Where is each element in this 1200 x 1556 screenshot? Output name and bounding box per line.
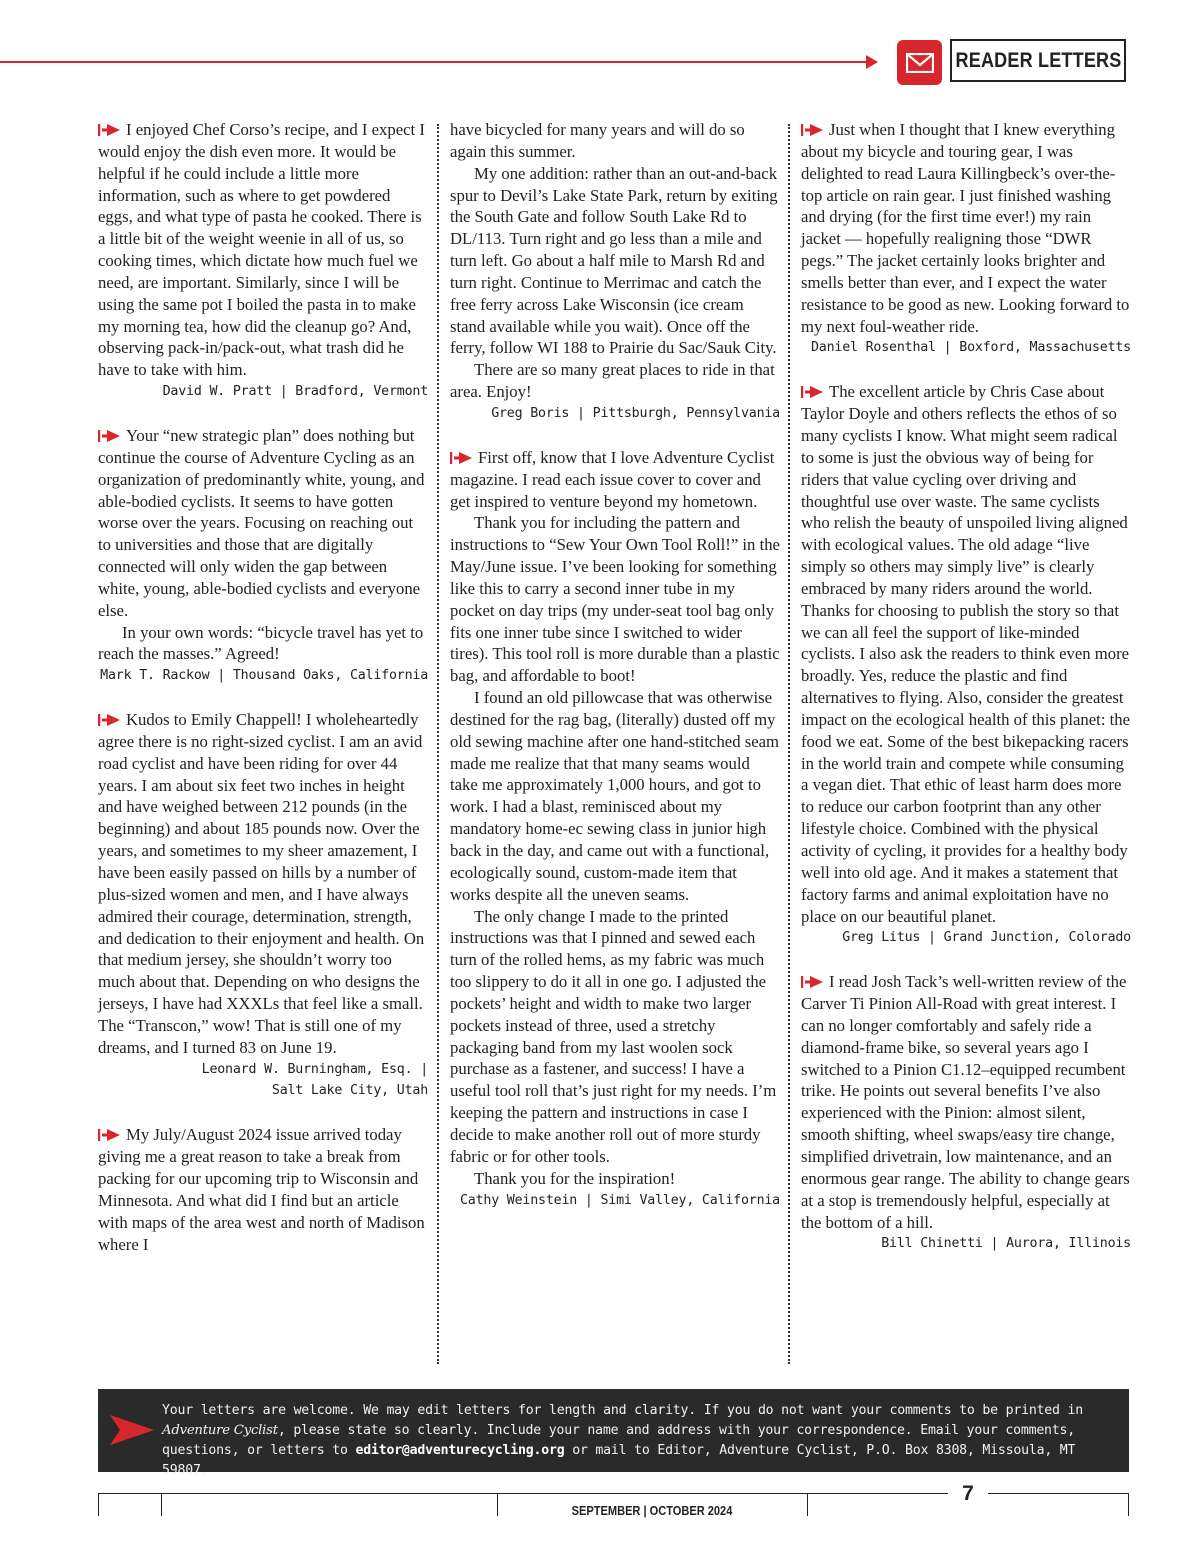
letter-text: My July/August 2024 issue arrived today giving me a great reason to take a break from packing for our upcoming trip to Wisconsin and Minnesota. And what did I find but an article with maps of the area west and north of Madison where I [98,1125,425,1254]
letter-text: The excellent article by Chris Case about Taylor Doyle and others reflects the ethos of so many cyclists I know. What might seem radical to some is just the obvious way of being for riders that value cycling over driving and thoughtful use over waste. The same cyclists who relish the beauty of unspoiled living aligned with ecological values. The old adage “live simply so others may simply live” is clearly embraced by many riders around the world. Thanks for choosing to publish the story so that we can all feel the support of like-minded cyclists. I also ask the readers to think even more broadly. Yes, reduce the plastic and find alternatives to flying. Also, consider the greatest impact on the ecological health of this planet: the food we eat. Some of the best bikepacking racers in the world train and compete while consuming a vegan diet. That ethic of least harm does more to reduce our carbon footprint than any other lifestyle choice. Combined with the physical activity of cycling, it provides for a healthy body well into old age. And it makes a statement that factory farms and animal exploitation have no place on our beautiful planet. [801,382,1131,926]
notice-text-part: , please state so clearly. Include your name and address with your correspondence. Email your comments, questions, or letters to [162,1423,1076,1458]
letter-signature: Cathy Weinstein | Simi Valley, California [459,1192,780,1208]
letter [801,381,1131,949]
red-arrow-icon [110,1415,154,1445]
letter-text: I enjoyed Chef Corso’s recipe, and I expect I would enjoy the dish even more. It would be helpful if he could include a little more information, such as where to get powdered eggs, and what type of pasta he cooked. There is a little bit of the weight weenie in all of us, so cooking times, which dictate how much fuel we need, are important. Similarly, since I will be using the same pot I boiled the pasta in to make my morning tea, how did the cleanup go? And, observing pack-in/pack-out, what trash did he have to take with him. [98,120,425,380]
footer-rule [988,1493,1129,1494]
column-1 [98,119,428,1255]
letter-text: My one addition: rather than an out-and-back spur to Devil’s Lake State Park, return by exiting the South Gate and follow South Lake Rd to DL/113. Turn right and go less than a mile and turn left. Go about a half mile to Marsh Rd and turn right. Continue to Merrimac and catch the free ferry across Lake Wisconsin (ice cream stand available while you wait). Once off the ferry, follow WI 188 to Prairie du Sac/Sauk City. [450,163,778,358]
letter [98,709,428,1102]
letter-text: Your “new strategic plan” does nothing but continue the course of Adventure Cycling as an organization of predominantly white, young, and able-bodied cyclists. It seems to have gotten worse over the years. Focusing on reaching out to universities and those that are digitally connected will only widen the gap between white, young, able-bodied cyclists and everyone else. [98,425,425,620]
letter-text: have bicycled for many years and will do so again this summer. [450,120,745,161]
header-rule [0,61,872,63]
column-2 [450,119,780,1211]
letter-signature: Bill Chinetti | Aurora, Illinois [881,1236,1131,1252]
letter-text: First off, know that I love Adventure Cyclist magazine. I read each issue cover to cover and get inspired to venture beyond my hometown. [450,447,775,511]
letter-signature: Greg Litus | Grand Junction, Colorado [842,930,1131,946]
letter-text: Just when I thought that I knew everything about my bicycle and touring gear, I was delighted to read Laura Killingbeck’s over-the-top article on rain gear. I just finished washing and drying (for the first time ever!) my rain jacket — hopefully realigning those “DWR pegs.” The jacket certainly looks brighter and smells better than ever, and I expect the water resistance to be good as new. Looking forward to my next foul-weather ride. [801,120,1130,336]
letter-text: In your own words: “bicycle travel has yet to reach the masses.” Agreed! [98,622,424,664]
letter-text: The only change I made to the printed instructions was that I pinned and sewed each turn of the rolled hems, as my fabric was much too slippery to do it all in one go. I adjusted the pockets’ height and width to make two larger pockets instead of three, used a stretchy packaging band from my last woolen sock purchase as a fastener, and success! I have a useful tool roll that’s just right for my needs. I’m keeping the pattern and instructions in case I decide to make another roll out of more sturdy fabric or for other tools. [450,906,777,1166]
footer-tick [98,1493,99,1516]
column-3 [801,119,1131,1255]
letter [801,119,1131,359]
letter [98,425,428,687]
letter-signature-location: Salt Lake City, Utah [271,1083,428,1099]
footer-tick [1128,1493,1129,1516]
footer-tick [497,1493,498,1516]
page-number: 7 [962,1482,974,1505]
footer-tick [807,1493,808,1516]
letter-signature: David W. Pratt | Bradford, Vermont [162,384,428,400]
red-arrow-bullet-icon [450,452,474,464]
issue-date: SEPTEMBER | OCTOBER 2024 [571,1503,733,1518]
column-divider [788,124,790,1364]
envelope-glyph [906,53,934,73]
letter [98,1124,428,1255]
red-arrow-bullet-icon [801,124,825,136]
letter-signature: Mark T. Rackow | Thousand Oaks, California [100,668,428,684]
footer-rule [98,1493,948,1494]
footer-tick [161,1493,162,1516]
notice-text [162,1401,1117,1481]
letter-signature: Leonard W. Burningham, Esq. | [201,1061,428,1077]
red-arrow-bullet-icon [98,1129,122,1141]
red-arrow-bullet-icon [98,714,122,726]
header-rule-arrowhead [866,55,878,69]
letters-policy-notice [98,1389,1129,1478]
column-divider [437,124,439,1364]
magazine-name: Adventure Cyclist [162,1423,278,1438]
letter-signature: Daniel Rosenthal | Boxford, Massachusetts [810,340,1131,356]
notice-text-part: Your letters are welcome. We may edit letters for length and clarity. If you do not want your comments to be printed in [162,1403,1084,1418]
red-arrow-bullet-icon [98,124,122,136]
red-arrow-bullet-icon [98,430,122,442]
letter [450,447,780,1212]
letter-signature: Greg Boris | Pittsburgh, Pennsylvania [491,405,780,421]
letter [801,971,1131,1255]
letter-text: Kudos to Emily Chappell! I wholeheartedly agree there is no right-sized cyclist. I am an avid road cyclist and have been riding for over 44 years. I am about six feet two inches in height and have weighed between 212 pounds (in the beginning) and about 185 pounds now. Over the years, and sometimes to my sheer amazement, I have been easily passed on hills by a number of plus-sized women and men, and I have always admired their courage, determination, strength, and dedication to their enjoyment and health. On that medium jersey, she shouldn’t worry too much about that. Depending on who designs the jerseys, I have had XXXLs that feel like a small. The “Transcon,” wow! That is still one of my dreams, and I turned 83 on June 19. [98,710,425,1057]
letter-continued [450,119,780,425]
letter-text: I found an old pillowcase that was otherwise destined for the rag bag, (literally) dusted off my old sewing machine after one hand-stitched seam made me realize that that many seams would take me approximately 1,000 hours, and got to work. I had a blast, reminisced about my mandatory home-ec sewing class in junior high back in the day, and came out with a functional, ecologically sound, custom-made item that works despite all the uneven seams. [450,688,779,904]
letter-text: Thank you for the inspiration! [474,1168,676,1188]
editor-email-link[interactable]: editor@adventurecycling.org [355,1443,565,1458]
letter-text: I read Josh Tack’s well-written review of the Carver Ti Pinion All-Road with great interest. I can no longer comfortably and safely ride a diamond-frame bike, so several years ago I switched to a Pinion C1.12–equipped recumbent trike. He points out several benefits I’ve also experienced with the Pinion: almost silent, smooth shifting, wheel swaps/easy tire change, simplified drivetrain, low maintenance, and an enormous gear range. The ability to change gears at a stop is tremendously helpful, especially at the bottom of a hill. [801,972,1130,1232]
section-label: READER LETTERS [955,48,1121,72]
letter [98,119,428,403]
envelope-icon [897,40,942,85]
red-arrow-bullet-icon [801,386,825,398]
notice-text-part: or mail to Editor, Adventure Cyclist, P.O. Box 8308, Missoula, MT 59807. [162,1443,1076,1478]
red-arrow-bullet-icon [801,976,825,988]
letter-text: There are so many great places to ride in that area. Enjoy! [450,360,775,402]
section-label-box [950,39,1126,82]
letter-text: Thank you for including the pattern and instructions to “Sew Your Own Tool Roll!” in the May/June issue. I’ve been looking for something like this to carry a second inner tube in my pocket on day trips (my under-seat tool bag only fits one inner tube since I switched to wider tires). This tool roll is more durable than a plastic bag, and affordable to boot! [450,513,780,686]
